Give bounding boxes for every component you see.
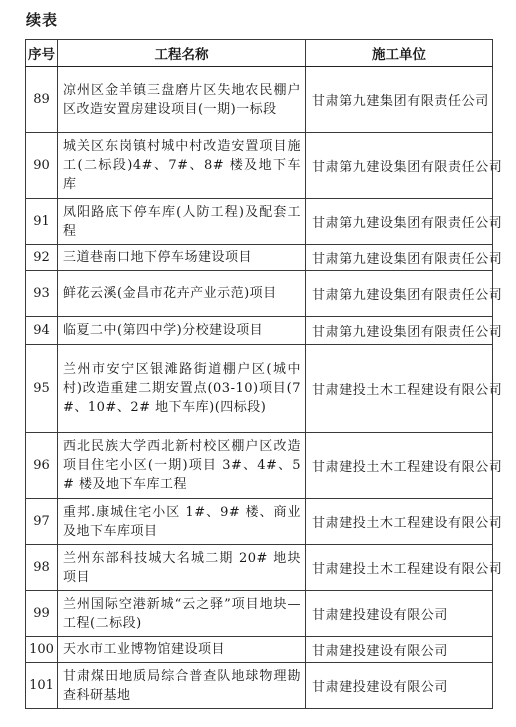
construction-unit: 甘肃建投建设有限公司 bbox=[306, 637, 493, 663]
project-name: 甘肃煤田地质局综合普查队地球物理勘查科研基地 bbox=[58, 663, 306, 709]
construction-unit: 甘肃第九建设集团有限责任公司 bbox=[306, 133, 493, 199]
project-name: 天水市工业博物馆建设项目 bbox=[58, 637, 306, 663]
project-name: 重邦.康城住宅小区 1#、9# 楼、商业及地下车库项目 bbox=[58, 499, 306, 545]
project-name: 凉州区金羊镇三盘磨片区失地农民棚户区改造安置房建设项目(一期)一标段 bbox=[58, 67, 306, 133]
header-serial-number: 序号 bbox=[26, 40, 58, 67]
table-row bbox=[26, 637, 493, 663]
table-row bbox=[26, 591, 493, 637]
construction-projects-table bbox=[25, 39, 503, 709]
row-number: 93 bbox=[26, 271, 58, 317]
row-number: 98 bbox=[26, 545, 58, 591]
table-row bbox=[26, 499, 493, 545]
construction-unit: 甘肃第九建设集团有限责任公司 bbox=[306, 317, 493, 345]
construction-unit: 甘肃第九建设集团有限责任公司 bbox=[306, 199, 493, 245]
table-row bbox=[26, 133, 493, 199]
row-number: 96 bbox=[26, 433, 58, 499]
row-number: 91 bbox=[26, 199, 58, 245]
table-row bbox=[26, 245, 493, 271]
construction-unit: 甘肃第九建集团有限责任公司 bbox=[306, 67, 493, 133]
construction-unit: 甘肃建投土木工程建设有限公司 bbox=[306, 433, 493, 499]
table-row bbox=[26, 345, 493, 433]
project-name: 城关区东岗镇村城中村改造安置项目施工(二标段)4#、7#、8# 楼及地下车库 bbox=[58, 133, 306, 199]
row-number: 97 bbox=[26, 499, 58, 545]
table-caption: 续表 bbox=[26, 11, 59, 29]
row-number: 92 bbox=[26, 245, 58, 271]
table-row bbox=[26, 433, 493, 499]
construction-unit: 甘肃建投土木工程建设有限公司 bbox=[306, 345, 493, 433]
table-row bbox=[26, 545, 493, 591]
header-construction-unit: 施工单位 bbox=[306, 40, 493, 67]
construction-unit: 甘肃建投土木工程建设有限公司 bbox=[306, 499, 493, 545]
project-name: 西北民族大学西北新村校区棚户区改造项目住宅小区(一期)项目 3#、4#、5# 楼及地下车库工程 bbox=[58, 433, 306, 499]
project-name: 三道巷南口地下停车场建设项目 bbox=[58, 245, 306, 271]
table-row bbox=[26, 199, 493, 245]
project-name: 凤阳路底下停车库(人防工程)及配套工程 bbox=[58, 199, 306, 245]
table-row bbox=[26, 317, 493, 345]
table-row bbox=[26, 67, 493, 133]
construction-unit: 甘肃第九建设集团有限责任公司 bbox=[306, 245, 493, 271]
construction-unit: 甘肃第九建设集团有限责任公司 bbox=[306, 271, 493, 317]
row-number: 89 bbox=[26, 67, 58, 133]
table-header-row bbox=[26, 40, 493, 67]
project-name: 鲜花云溪(金昌市花卉产业示范)项目 bbox=[58, 271, 306, 317]
row-number: 99 bbox=[26, 591, 58, 637]
project-name: 兰州国际空港新城“云之驿”项目地块—工程(二标段) bbox=[58, 591, 306, 637]
row-number: 101 bbox=[26, 663, 58, 709]
project-name: 临夏二中(第四中学)分校建设项目 bbox=[58, 317, 306, 345]
construction-unit: 甘肃建投建设有限公司 bbox=[306, 663, 493, 709]
project-name: 兰州市安宁区银滩路街道棚户区(城中村)改造重建二期安置点(03-10)项目(7#、10#、2# 地下车库)(四标段) bbox=[58, 345, 306, 433]
header-project-name: 工程名称 bbox=[58, 40, 306, 67]
table-row bbox=[26, 271, 493, 317]
table-row bbox=[26, 663, 493, 709]
row-number: 94 bbox=[26, 317, 58, 345]
construction-unit: 甘肃建投建设有限公司 bbox=[306, 591, 493, 637]
row-number: 95 bbox=[26, 345, 58, 433]
row-number: 90 bbox=[26, 133, 58, 199]
construction-unit: 甘肃建投土木工程建设有限公司 bbox=[306, 545, 493, 591]
project-name: 兰州东部科技城大名城二期 20# 地块项目 bbox=[58, 545, 306, 591]
row-number: 100 bbox=[26, 637, 58, 663]
